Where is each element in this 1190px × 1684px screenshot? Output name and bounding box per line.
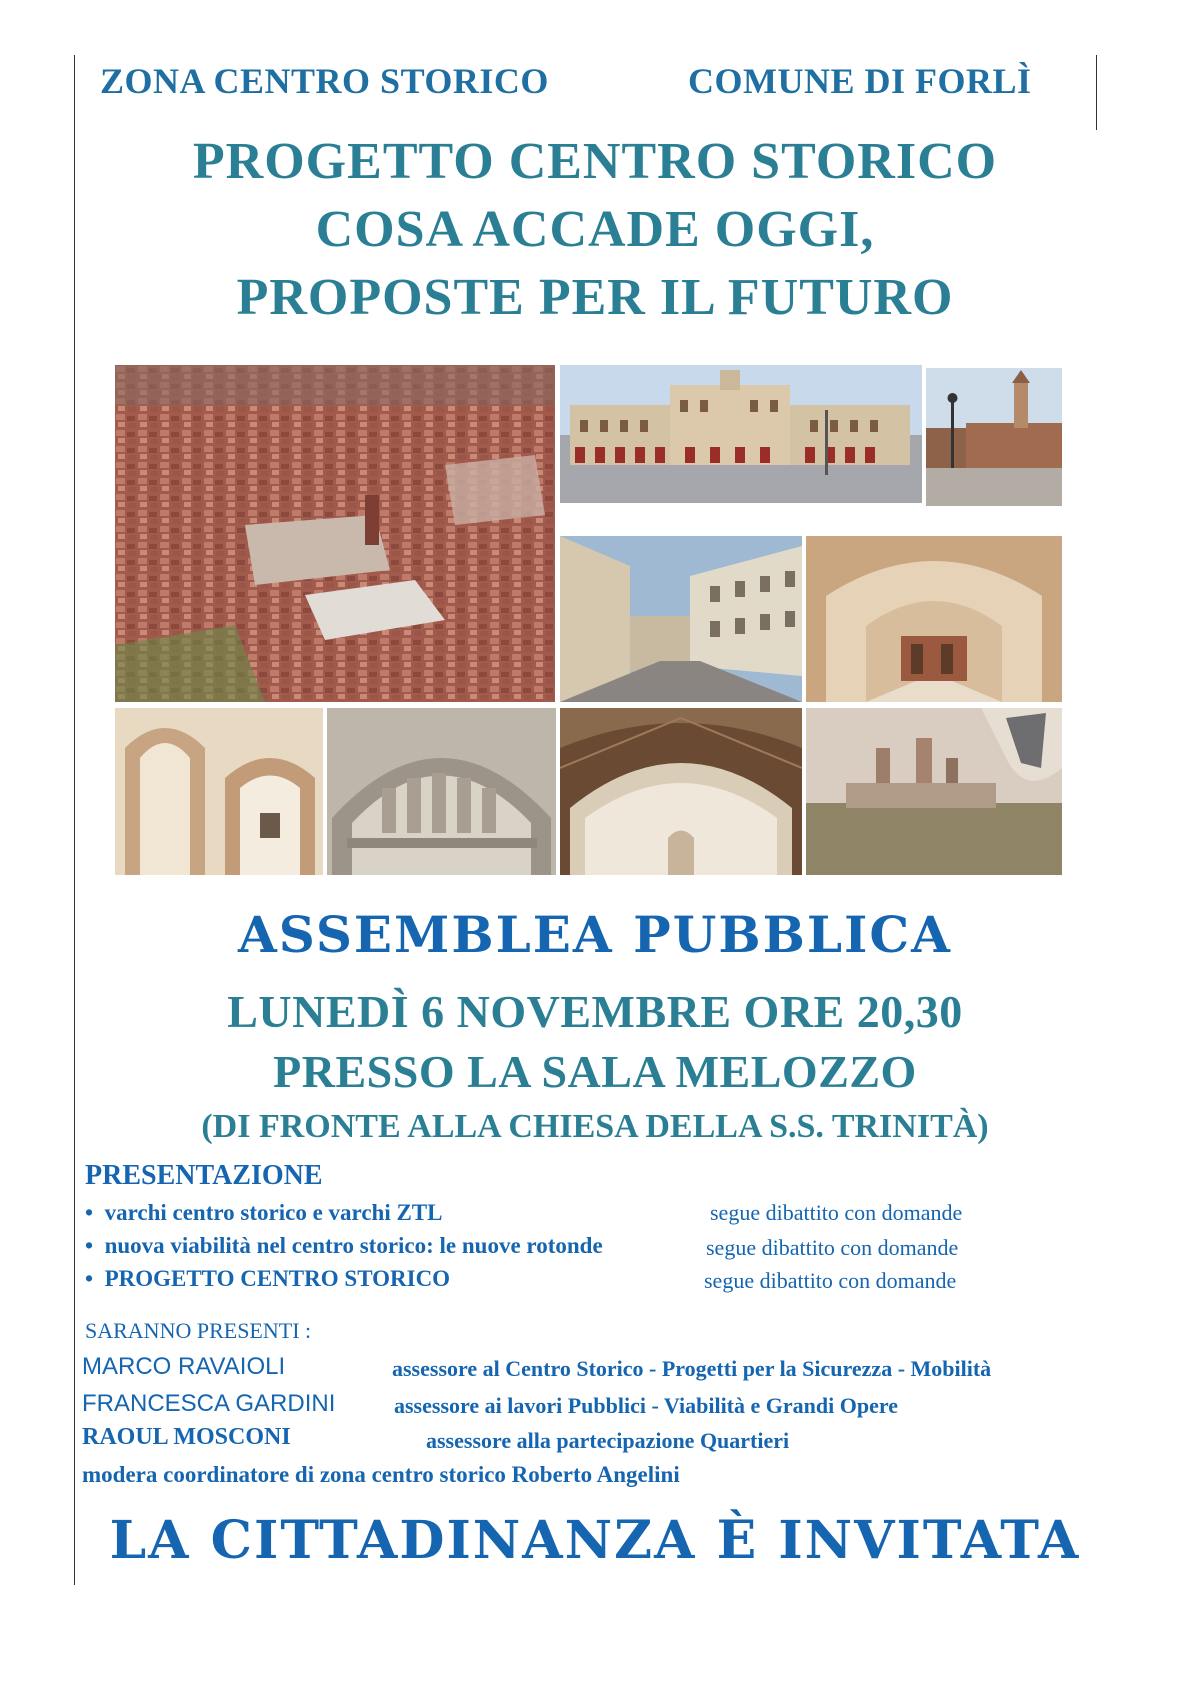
vaulted-crypt-photo — [560, 708, 802, 875]
presentation-item-followup: segue dibattito con domande — [704, 1268, 957, 1293]
event-venue: PRESSO LA SALA MELOZZO — [273, 1046, 917, 1097]
moderator-line: modera coordinatore di zona centro storico Roberto Angelini — [82, 1462, 680, 1487]
attendee-role: assessore ai lavori Pubblici - Viabilità e Grandi Opere — [394, 1393, 898, 1418]
presentation-item-followup: segue dibattito con domande — [706, 1235, 959, 1260]
bell-tower-square-photo — [926, 368, 1062, 506]
attendee-name: MARCO RAVAIOLI — [82, 1353, 286, 1380]
header-zone: ZONA CENTRO STORICO — [100, 61, 549, 101]
presentation-item-2: • nuova viabilità nel centro storico: le nuove rotonde — [85, 1233, 603, 1258]
header-comune: COMUNE DI FORLÌ — [688, 61, 1032, 101]
presentation-item-topic: PROGETTO CENTRO STORICO — [104, 1266, 451, 1291]
attendee-name: FRANCESCA GARDINI — [82, 1390, 336, 1417]
title-line-2: COSA ACCADE OGGI, — [315, 201, 875, 258]
title-line-3: PROPOSTE PER IL FUTURO — [236, 269, 954, 326]
lunette-relief-photo — [327, 708, 556, 875]
cloister-interior-photo — [806, 536, 1062, 702]
painted-cityscape-photo — [806, 708, 1062, 875]
right-margin-line — [1096, 55, 1097, 130]
aerial-city-photo — [115, 365, 555, 702]
presentation-item-followup: segue dibattito con domande — [710, 1200, 963, 1225]
attendee-name: RAOUL MOSCONI — [82, 1424, 291, 1450]
presentation-item-3: • PROGETTO CENTRO STORICO — [85, 1266, 451, 1291]
attendee-role: assessore al Centro Storico - Progetti per la Sicurezza - Mobilità — [392, 1356, 992, 1381]
invitation-footer: LA CITTADINANZA È INVITATA — [109, 1510, 1081, 1571]
event-heading: ASSEMBLEA PUBBLICA — [238, 905, 952, 964]
street-corner-photo — [560, 536, 802, 702]
presentation-heading: PRESENTAZIONE — [85, 1160, 323, 1191]
event-venue-note: (DI FRONTE ALLA CHIESA DELLA S.S. TRINITÀ) — [201, 1108, 989, 1145]
presentation-item-topic: nuova viabilità nel centro storico: le nuove rotonde — [104, 1233, 603, 1258]
presentation-item-topic: varchi centro storico e varchi ZTL — [104, 1200, 443, 1225]
arched-interior-photo — [115, 708, 323, 875]
attendees-heading: SARANNO PRESENTI : — [85, 1318, 312, 1343]
town-hall-photo — [560, 365, 922, 503]
event-date-time: LUNEDÌ 6 NOVEMBRE ORE 20,30 — [227, 986, 963, 1037]
presentation-item-1: • varchi centro storico e varchi ZTL — [85, 1200, 443, 1225]
attendee-role: assessore alla partecipazione Quartieri — [426, 1428, 790, 1453]
title-line-1: PROGETTO CENTRO STORICO — [192, 133, 998, 190]
